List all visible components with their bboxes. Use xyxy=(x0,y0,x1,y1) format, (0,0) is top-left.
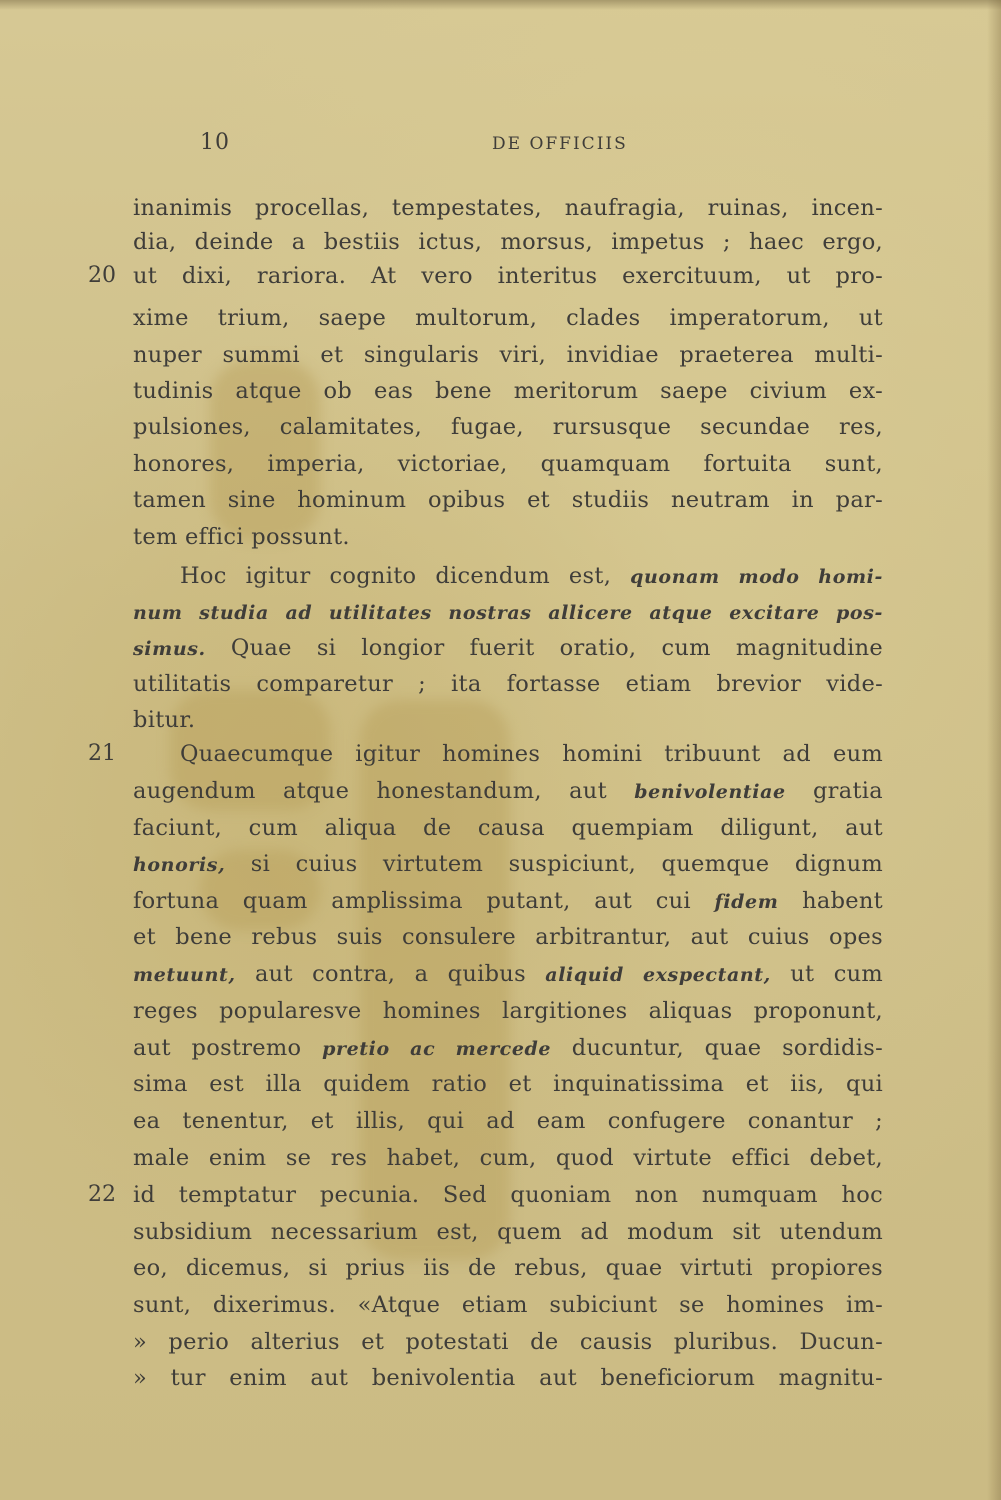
text-line: tamen sine hominum opibus et studiis neutram in par- xyxy=(133,487,883,513)
text-span: ut cum xyxy=(790,961,884,987)
text-line: reges popularesve homines largitiones aliquas proponunt, xyxy=(133,998,883,1024)
text-line: sima est illa quidem ratio et inquinatissima et iis, qui xyxy=(133,1071,883,1097)
page-top-edge xyxy=(0,0,1001,10)
text-line: » perio alterius et potestati de causis pluribus. Ducun- xyxy=(133,1329,883,1355)
page-right-edge xyxy=(987,0,1001,1500)
emphasis-text: fidem xyxy=(714,891,779,913)
running-head: DE OFFICIIS xyxy=(492,134,628,154)
text-line xyxy=(133,956,883,992)
text-line: pulsiones, calamitates, fugae, rursusque secundae res, xyxy=(133,414,883,440)
text-span: ducuntur, quae sordidis- xyxy=(571,1035,883,1061)
text-span: augendum atque honestandum, aut xyxy=(133,778,607,804)
section-number-20: 20 xyxy=(88,263,116,288)
section-number-22: 22 xyxy=(88,1182,116,1207)
text-span: Quae si longior fuerit oratio, cum magnitudine xyxy=(230,635,883,661)
text-line xyxy=(133,594,883,630)
emphasis-text: honoris, xyxy=(133,854,226,876)
emphasis-text: quonam modo homi- xyxy=(630,566,883,588)
text-line: inanimis procellas, tempestates, naufragia, ruinas, incen- xyxy=(133,195,883,221)
text-line: nuper summi et singularis viri, invidiae praeterea multi- xyxy=(133,342,883,368)
page-number: 10 xyxy=(200,130,230,155)
text-span: Hoc igitur cognito dicendum est, xyxy=(180,563,612,589)
section-number-21: 21 xyxy=(88,741,116,766)
text-line: Quaecumque igitur homines homini tribuunt ad eum xyxy=(180,741,883,767)
text-line xyxy=(133,630,883,666)
text-line: honores, imperia, victoriae, quamquam fortuita sunt, xyxy=(133,451,883,477)
text-line: » tur enim aut benivolentia aut beneficiorum magnitu- xyxy=(133,1365,883,1391)
text-span: fortuna quam amplissima putant, aut cui xyxy=(133,888,691,914)
text-line: dia, deinde a bestiis ictus, morsus, impetus ; haec ergo, xyxy=(133,229,883,255)
text-line xyxy=(133,883,883,919)
emphasis-text: num studia ad utilitates nostras allicere atque excitare pos- xyxy=(133,602,883,624)
text-line: male enim se res habet, cum, quod virtute effici debet, xyxy=(133,1145,883,1171)
text-line xyxy=(180,558,883,594)
text-line: ea tenentur, et illis, qui ad eam confugere conantur ; xyxy=(133,1108,883,1134)
emphasis-text: benivolentiae xyxy=(634,781,786,803)
emphasis-text: pretio ac mercede xyxy=(322,1038,552,1060)
text-line: bitur. xyxy=(133,707,196,733)
text-line: tudinis atque ob eas bene meritorum saepe civium ex- xyxy=(133,378,883,404)
text-line: subsidium necessarium est, quem ad modum sit utendum xyxy=(133,1219,883,1245)
emphasis-text: simus. xyxy=(133,638,206,660)
text-line: sunt, dixerimus. «Atque etiam subiciunt se homines im- xyxy=(133,1292,883,1318)
text-line: utilitatis comparetur ; ita fortasse etiam brevior vide- xyxy=(133,671,883,697)
text-span: habent xyxy=(802,888,884,914)
text-span: gratia xyxy=(812,778,884,804)
text-line xyxy=(133,846,883,882)
text-line xyxy=(133,1030,883,1066)
text-line: et bene rebus suis consulere arbitrantur, aut cuius opes xyxy=(133,924,883,950)
text-line xyxy=(133,773,883,809)
text-line: id temptatur pecunia. Sed quoniam non numquam hoc xyxy=(133,1182,883,1208)
emphasis-text: aliquid exspectant, xyxy=(545,964,771,986)
text-span: aut postremo xyxy=(133,1035,302,1061)
text-line: ut dixi, rariora. At vero interitus exercituum, ut pro- xyxy=(133,263,883,289)
text-span: aut contra, a quibus xyxy=(254,961,526,987)
text-line: xime trium, saepe multorum, clades imperatorum, ut xyxy=(133,305,883,331)
text-line: faciunt, cum aliqua de causa quempiam diligunt, aut xyxy=(133,815,883,841)
text-span: si cuius virtutem suspiciunt, quemque dignum xyxy=(250,851,883,877)
text-line: tem effici possunt. xyxy=(133,524,350,550)
emphasis-text: metuunt, xyxy=(133,964,236,986)
text-line: eo, dicemus, si prius iis de rebus, quae virtuti propiores xyxy=(133,1255,883,1281)
